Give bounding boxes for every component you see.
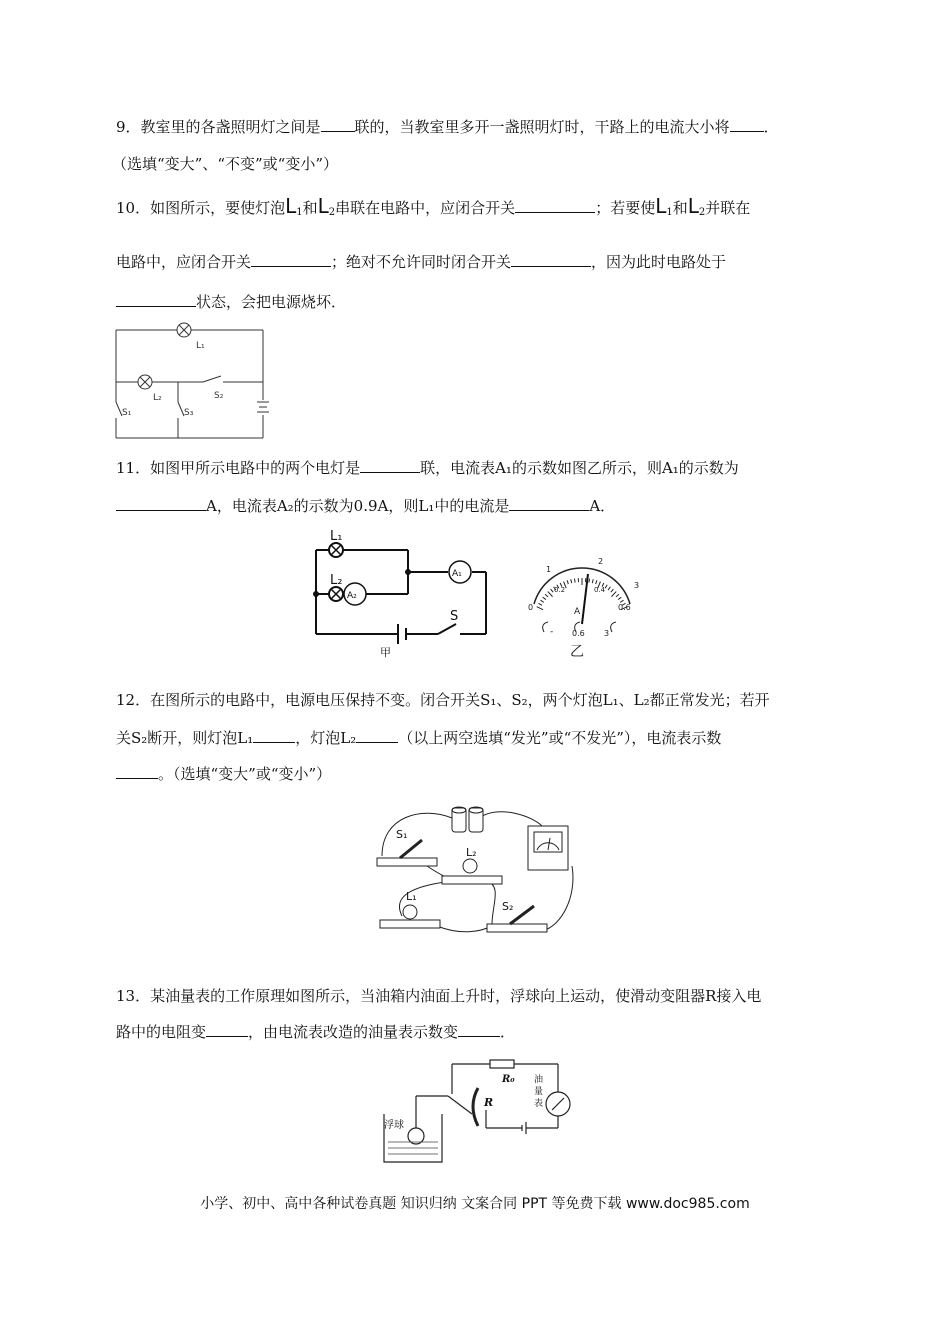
dial-mid-04: 0.4 bbox=[594, 586, 606, 594]
fig13-meter-char1: 油 bbox=[534, 1075, 544, 1085]
q13-oil-gauge-figure bbox=[378, 1054, 578, 1166]
fig11-A2-label: A₂ bbox=[347, 591, 357, 601]
q10-line3: 状态，会把电源烧坏． bbox=[116, 292, 346, 312]
fig12-L2-label: L₂ bbox=[466, 846, 477, 859]
fig11-yi-label: 乙 bbox=[570, 644, 584, 660]
fig12-L1-label: L₁ bbox=[406, 890, 417, 903]
fig12-S2-label: S₂ bbox=[502, 900, 514, 913]
fig11-jia-label: 甲 bbox=[380, 646, 391, 658]
dial-bottom-0: 0 bbox=[528, 603, 534, 612]
dial-top-2: 2 bbox=[598, 557, 604, 566]
dial-mid-02: 0.2 bbox=[554, 586, 566, 594]
dial-tick bbox=[545, 594, 548, 597]
fig10-L2-label: L₂ bbox=[153, 393, 162, 403]
dial-tick bbox=[571, 579, 572, 583]
q11-circuit-jia bbox=[308, 528, 498, 658]
fig11-L1-label: L₁ bbox=[330, 529, 343, 544]
q9-line1: 9．教室里的各盏照明灯之间是 联的，当教室里多开一盏照明灯时，干路上的电流大小将 ． bbox=[116, 118, 779, 136]
fig10-S3-label: S₃ bbox=[184, 408, 194, 418]
q9-line2: （选填“变大”、“不变”或“变小”） bbox=[112, 155, 339, 173]
dial-tick bbox=[616, 594, 619, 597]
dial-unit: A bbox=[574, 607, 581, 617]
q13-line1: 13．某油量表的工作原理如图所示，当油箱内油面上升时，浮球向上运动，使滑动变阻器R接入电 bbox=[116, 987, 762, 1005]
dial-tick bbox=[567, 580, 568, 584]
terminal-minus: - bbox=[550, 627, 554, 637]
dial-tick bbox=[551, 589, 554, 592]
dial-tick bbox=[589, 579, 590, 583]
dial-tick bbox=[611, 589, 614, 592]
page-footer: 小学、初中、高中各种试卷真题 知识归纳 文案合同 PPT 等免费下载 www.doc985.com bbox=[200, 1196, 750, 1212]
fig13-R-label: R bbox=[484, 1096, 494, 1109]
q10-line1: 10．如图所示，要使灯泡$L_1$和$L_2$串联在电路中，应闭合开关 ；若要使$L_1$和$L_2$并联在 bbox=[116, 194, 751, 218]
dial-tick bbox=[548, 592, 553, 597]
fig11-A1-label: A₁ bbox=[452, 569, 462, 579]
q11-ammeter-yi bbox=[512, 552, 648, 662]
q12-physical-circuit-figure bbox=[372, 796, 582, 946]
q12-line2: 关S₂断开，则灯泡L₁ ，灯泡L₂ （以上两空选填“发光”或“不发光”），电流表示数 bbox=[116, 729, 722, 747]
fig13-meter-char2: 量 bbox=[534, 1087, 544, 1097]
q12-line1: 12．在图所示的电路中，电源电压保持不变。闭合开关S₁、S₂，两个灯泡L₁、L₂都正常发光；若开 bbox=[116, 691, 770, 709]
dial-tick bbox=[611, 592, 616, 597]
dial-tick bbox=[574, 579, 575, 583]
terminal-3: 3 bbox=[604, 629, 610, 638]
dial-bottom-06: 0.6 bbox=[618, 603, 631, 612]
terminal-06: 0.6 bbox=[572, 629, 585, 638]
fig11-S-label: S bbox=[450, 609, 459, 624]
dial-tick bbox=[605, 585, 607, 588]
q11-line1: 11．如图甲所示电路中的两个电灯是 联，电流表A₁的示数如图乙所示，则A₁的示数为 bbox=[116, 459, 739, 477]
dial-tick bbox=[537, 607, 543, 610]
q10-line2: 电路中，应闭合开关 ；绝对不允许同时闭合开关 ，因为此时电路处于 bbox=[116, 253, 727, 271]
fig10-L1-label: L₁ bbox=[196, 341, 205, 351]
fig13-meter-char3: 表 bbox=[534, 1099, 544, 1109]
dial-tick bbox=[618, 597, 621, 599]
q13-line2: 路中的电阻变 ，由电流表改造的油量表示数变 ． bbox=[116, 1023, 516, 1041]
dial-top-1: 1 bbox=[546, 565, 552, 574]
fig12-S1-label: S₁ bbox=[396, 828, 408, 841]
dial-top-3: 3 bbox=[634, 581, 640, 590]
q10-circuit-figure bbox=[108, 320, 278, 445]
q11-line2: A，电流表A₂的示数为0.9A，则L₁中的电流是 A． bbox=[116, 496, 615, 516]
dial-tick bbox=[538, 603, 541, 605]
fig10-S1-label: S₁ bbox=[122, 408, 132, 418]
dial-tick bbox=[596, 580, 597, 584]
fig11-L2-label: L₂ bbox=[330, 573, 343, 588]
fig13-R0-label: R₀ bbox=[502, 1074, 515, 1085]
fig10-S2-label: S₂ bbox=[214, 391, 224, 401]
dial-tick bbox=[592, 579, 593, 583]
fig13-float-label: 浮球 bbox=[384, 1120, 404, 1131]
dial-tick bbox=[540, 600, 543, 602]
q12-line3: 。（选填“变大”或“变小”） bbox=[116, 764, 331, 784]
dial-tick bbox=[608, 587, 610, 590]
dial-tick bbox=[543, 597, 546, 599]
